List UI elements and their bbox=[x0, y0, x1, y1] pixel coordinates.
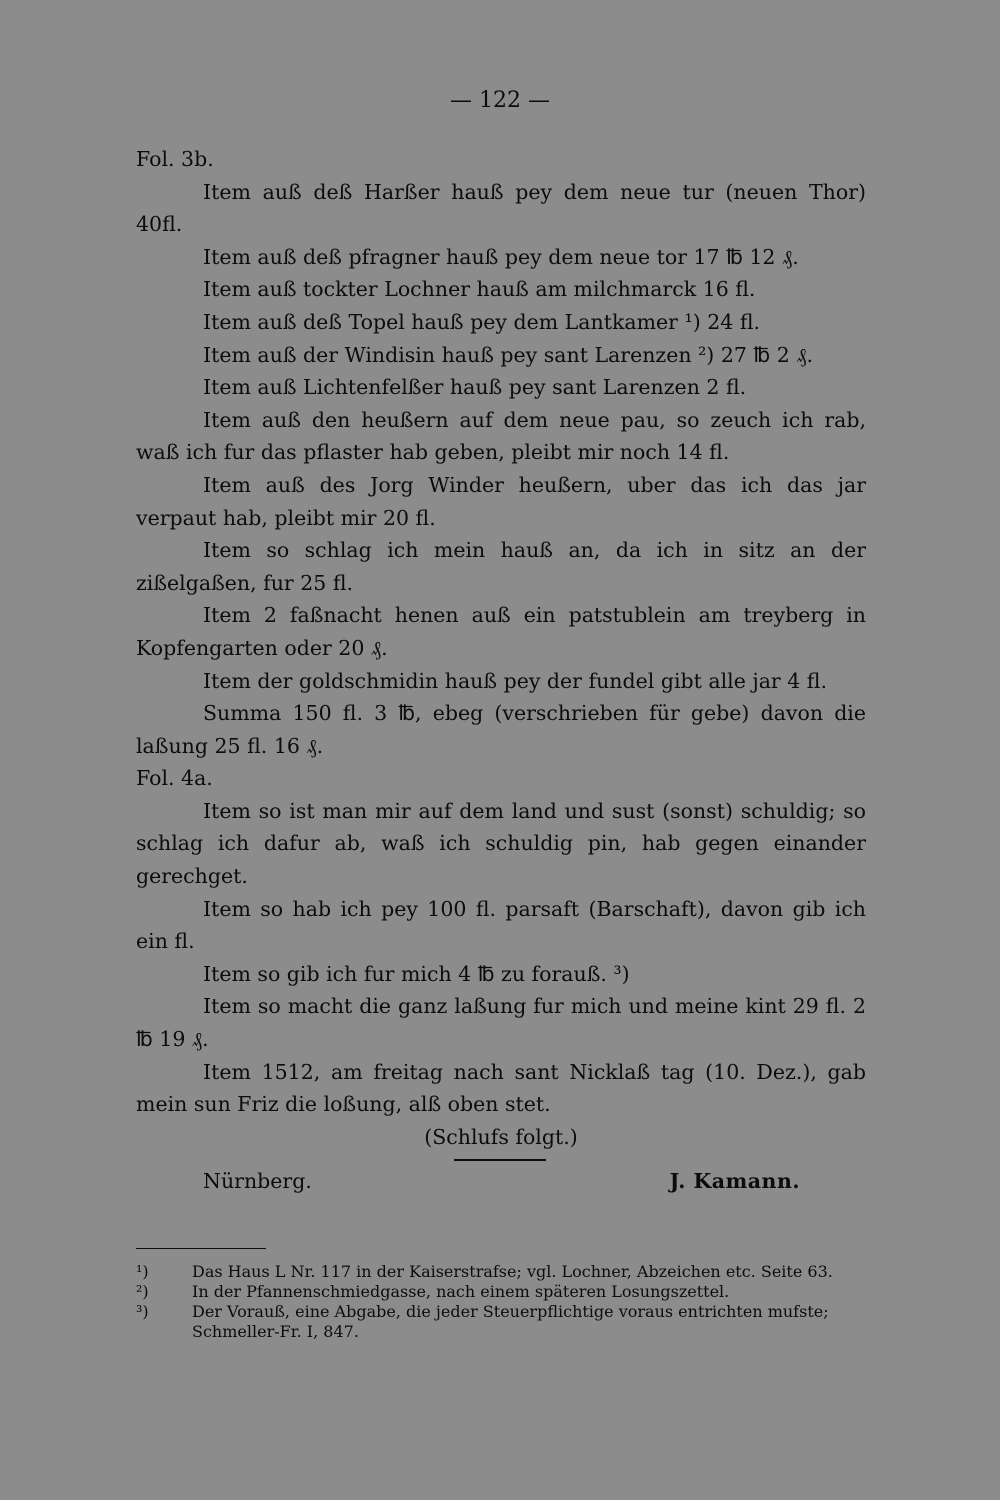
folio-3b-heading: Fol. 3b. bbox=[136, 147, 214, 171]
footnote-text: In der Pfannenschmiedgasse, nach einem späteren Losungszettel. bbox=[192, 1282, 730, 1301]
entry-paragraph: Item so ist man mir auf dem land und sust (sonst) schuldig; so schlag ich dafur ab, waß ich schuldig pin, hab gegen einander gerechget. bbox=[136, 798, 866, 889]
entry-paragraph: Item so hab ich pey 100 fl. parsaft (Barschaft), davon gib ich ein fl. bbox=[136, 896, 866, 954]
page-number: — 122 — bbox=[450, 88, 550, 113]
footnotes bbox=[136, 1262, 866, 1342]
footnote bbox=[136, 1282, 866, 1302]
entry-paragraph: Item auß deß Topel hauß pey dem Lantkamer ¹) 24 fl. bbox=[203, 309, 761, 334]
continued-note: (Schlufs folgt.) bbox=[424, 1124, 578, 1149]
footnote-rule bbox=[136, 1248, 266, 1249]
footnote bbox=[136, 1262, 866, 1282]
closing-rule bbox=[454, 1159, 546, 1161]
entry-paragraph: Item so macht die ganz laßung fur mich und meine kint 29 fl. 2 ℔ 19 ₰. bbox=[136, 994, 866, 1052]
entry-paragraph: Item auß der Windisin hauß pey sant Larenzen ²) 27 ℔ 2 ₰. bbox=[203, 342, 814, 367]
signature-place: Nürnberg. bbox=[203, 1169, 312, 1194]
entry-paragraph: Item auß den heußern auf dem neue pau, so zeuch ich rab, waß ich fur das pflaster hab geben, pleibt mir noch 14 fl. bbox=[136, 407, 866, 465]
main-text bbox=[136, 143, 866, 1198]
entry-paragraph: Item 2 faßnacht henen auß ein patstublein am treyberg in Kopfengarten oder 20 ₰. bbox=[136, 603, 866, 660]
entry-paragraph: Item auß deß Harßer hauß pey dem neue tur (neuen Thor) 40fl. bbox=[136, 179, 866, 237]
signature-line bbox=[136, 1165, 866, 1198]
folio-4a-heading: Fol. 4a. bbox=[136, 766, 213, 791]
footnote-mark: ²) bbox=[136, 1282, 149, 1301]
signature-author: J. Kamann. bbox=[669, 1169, 800, 1194]
entry-paragraph: Item auß deß pfragner hauß pey dem neue tor 17 ℔ 12 ₰. bbox=[203, 244, 799, 269]
entry-paragraph: Item 1512, am freitag nach sant Nicklaß tag (10. Dez.), gab mein sun Friz die loßung, alß oben stet. bbox=[136, 1059, 866, 1117]
entry-paragraph: Item auß des Jorg Winder heußern, uber das ich das jar verpaut hab, pleibt mir 20 fl. bbox=[136, 472, 866, 530]
entry-paragraph: Item so schlag ich mein hauß an, da ich in sitz an der zißelgaßen, fur 25 fl. bbox=[136, 538, 866, 595]
footnote-text: Das Haus L Nr. 117 in der Kaiserstrafse; vgl. Lochner, Abzeichen etc. Seite 63. bbox=[192, 1262, 833, 1281]
entry-paragraph: Item so gib ich fur mich 4 ℔ zu forauß. ³) bbox=[203, 961, 630, 986]
summa-paragraph: Summa 150 fl. 3 ℔, ebeg (verschrieben für gebe) davon die laßung 25 fl. 16 ₰. bbox=[136, 701, 866, 758]
entry-paragraph: Item auß Lichtenfelßer hauß pey sant Larenzen 2 fl. bbox=[203, 375, 747, 400]
footnote-mark: ¹) bbox=[136, 1262, 149, 1281]
footnote-text: Der Vorauß, eine Abgabe, die jeder Steuerpflichtige voraus entrichten mufste; Schmeller-Fr. I, 847. bbox=[192, 1302, 829, 1341]
entry-paragraph: Item der goldschmidin hauß pey der fundel gibt alle jar 4 fl. bbox=[203, 668, 827, 693]
footnote bbox=[136, 1302, 866, 1342]
footnote-mark: ³) bbox=[136, 1302, 149, 1321]
entry-paragraph: Item auß tockter Lochner hauß am milchmarck 16 fl. bbox=[203, 277, 756, 302]
